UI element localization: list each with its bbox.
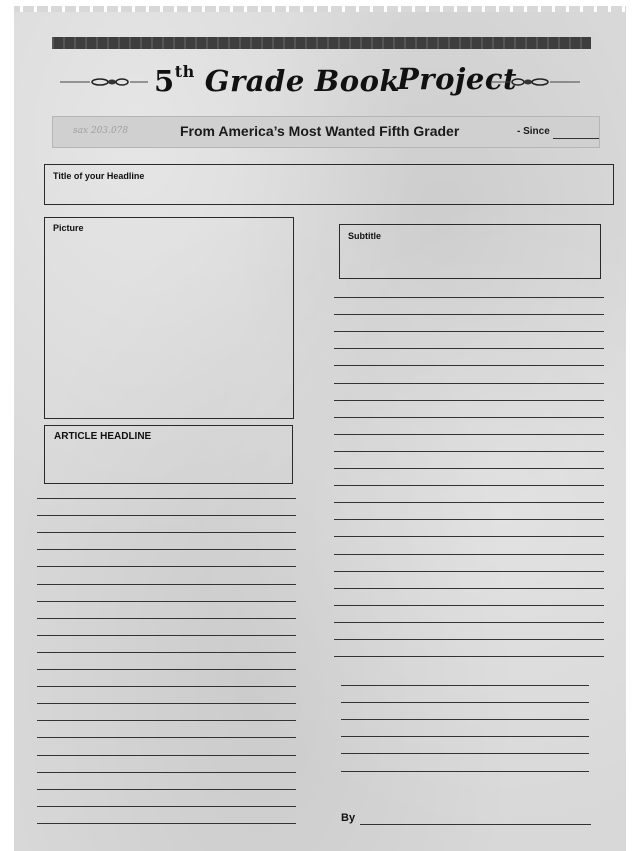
writing-line[interactable] — [37, 601, 296, 602]
title-word-book: Book — [314, 64, 401, 98]
writing-line[interactable] — [341, 771, 589, 772]
picture-label: Picture — [53, 223, 84, 233]
byline-blank-line[interactable] — [360, 824, 591, 825]
writing-line[interactable] — [341, 753, 589, 754]
writing-line[interactable] — [334, 485, 604, 486]
writing-line[interactable] — [334, 417, 604, 418]
article-headline-field[interactable] — [44, 425, 293, 484]
writing-line[interactable] — [341, 719, 589, 720]
writing-line[interactable] — [37, 652, 296, 653]
writing-line[interactable] — [37, 635, 296, 636]
writing-line[interactable] — [334, 571, 604, 572]
writing-line[interactable] — [37, 566, 296, 567]
picture-box[interactable] — [44, 217, 294, 419]
writing-line[interactable] — [37, 686, 296, 687]
tagline-text: From America’s Most Wanted Fifth Grader — [180, 123, 460, 139]
writing-line[interactable] — [334, 622, 604, 623]
masthead-title — [154, 62, 517, 104]
writing-line[interactable] — [334, 400, 604, 401]
writing-line[interactable] — [37, 737, 296, 738]
writing-line[interactable] — [37, 584, 296, 585]
writing-line[interactable] — [37, 515, 296, 516]
writing-line[interactable] — [37, 618, 296, 619]
writing-line[interactable] — [334, 605, 604, 606]
left-flourish-icon — [60, 78, 148, 86]
faded-stamp-text: sax 203.078 — [73, 126, 129, 136]
writing-line[interactable] — [334, 331, 604, 332]
writing-line[interactable] — [334, 656, 604, 657]
subtitle-field[interactable] — [339, 224, 601, 279]
subtitle-label: Subtitle — [348, 231, 381, 241]
writing-line[interactable] — [37, 532, 296, 533]
title-grade-number: 5 — [154, 64, 175, 98]
writing-line[interactable] — [334, 468, 604, 469]
writing-line[interactable] — [37, 789, 296, 790]
writing-line[interactable] — [334, 588, 604, 589]
writing-line[interactable] — [334, 554, 604, 555]
title-grade-suffix: th — [174, 62, 195, 81]
writing-line[interactable] — [37, 703, 296, 704]
tagline-band — [52, 116, 600, 148]
writing-line[interactable] — [334, 314, 604, 315]
writing-line[interactable] — [334, 519, 604, 520]
writing-line[interactable] — [334, 536, 604, 537]
writing-line[interactable] — [341, 685, 589, 686]
writing-line[interactable] — [334, 383, 604, 384]
writing-line[interactable] — [334, 502, 604, 503]
writing-line[interactable] — [334, 451, 604, 452]
writing-line[interactable] — [334, 365, 604, 366]
writing-line[interactable] — [37, 823, 296, 824]
writing-line[interactable] — [37, 806, 296, 807]
masthead-top-bar — [52, 37, 591, 49]
writing-line[interactable] — [37, 669, 296, 670]
writing-line[interactable] — [334, 434, 604, 435]
headline-title-field[interactable] — [44, 164, 614, 205]
writing-line[interactable] — [37, 498, 296, 499]
title-word-project: Project — [397, 62, 517, 96]
since-blank-line[interactable] — [553, 138, 599, 139]
writing-line[interactable] — [341, 736, 589, 737]
writing-line[interactable] — [341, 702, 589, 703]
writing-line[interactable] — [334, 348, 604, 349]
writing-line[interactable] — [37, 720, 296, 721]
article-headline-label: ARTICLE HEADLINE — [54, 431, 152, 442]
writing-line[interactable] — [334, 639, 604, 640]
since-label: - Since — [517, 126, 550, 137]
masthead — [60, 62, 580, 104]
byline-label: By — [341, 812, 356, 824]
headline-title-label: Title of your Headline — [53, 171, 145, 181]
writing-line[interactable] — [37, 755, 296, 756]
writing-line[interactable] — [37, 772, 296, 773]
title-word-grade: Grade — [204, 64, 305, 98]
writing-line[interactable] — [37, 549, 296, 550]
right-flourish-icon — [492, 78, 580, 86]
writing-line[interactable] — [334, 297, 604, 298]
